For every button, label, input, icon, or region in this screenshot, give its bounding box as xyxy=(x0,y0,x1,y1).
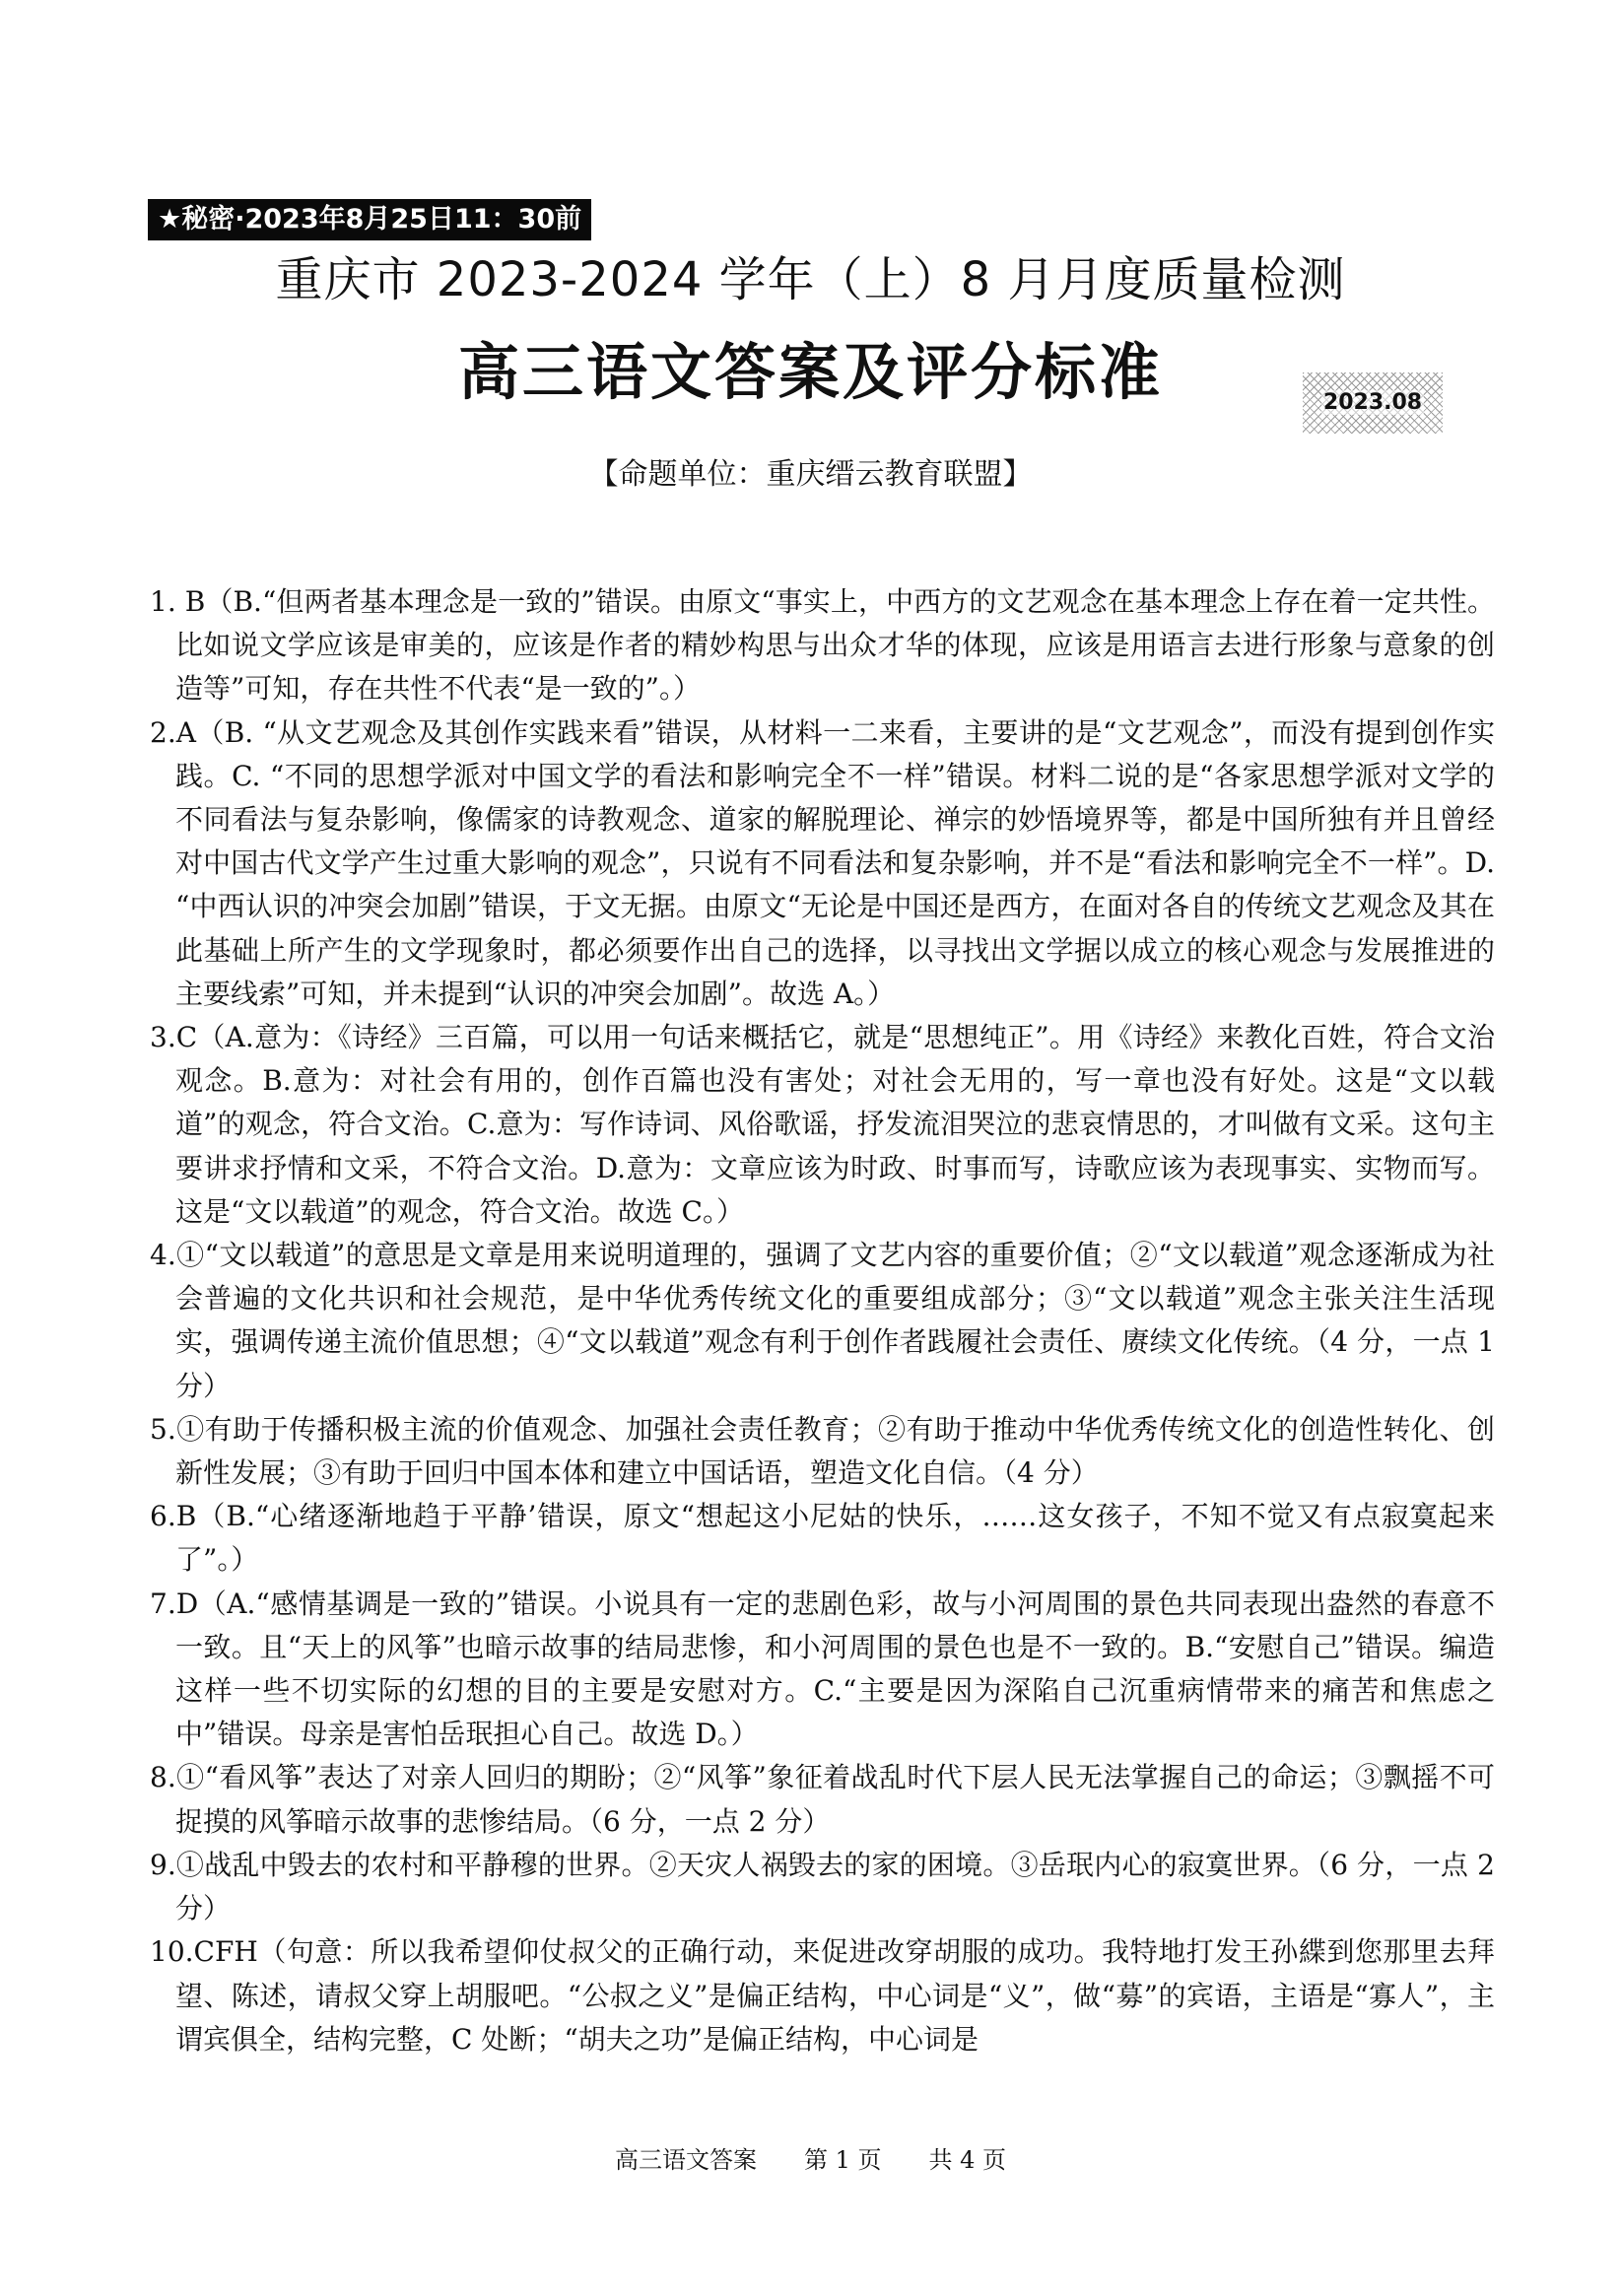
exam-title: 重庆市 2023-2024 学年（上）8 月月度质量检测 xyxy=(275,252,1346,307)
answer-item-8: 8.①“看风筝”表达了对亲人回归的期盼；②“风筝”象征着战乱时代下层人民无法掌握自己的命运；③飘摇不可捉摸的风筝暗示故事的悲惨结局。（6 分，一点 2 分） xyxy=(150,1761,1495,1838)
answer-item-4: 4.①“文以载道”的意思是文章是用来说明道理的，强调了文艺内容的重要价值；②“文以载道”观念逐渐成为社会普遍的文化共识和社会规范，是中华优秀传统文化的重要组成部分；③“文以载道”观念主张关注生活现实，强调传递主流价值思想；④“文以载道”观念有利于创作者践履社会责任、赓续文化传统。（4 分，一点 1 分） xyxy=(150,1239,1495,1402)
answer-item-3: 3.C（A.意为：《诗经》三百篇，可以用一句话来概括它，就是“思想纯正”。用《诗经》来教化百姓，符合文治观念。B.意为：对社会有用的，创作百篇也没有害处；对社会无用的，写一章也没有好处。这是“文以载道”的观念，符合文治。C.意为：写作诗词、风俗歌谣，抒发流泪哭泣的悲哀情思的，才叫做有文采。这句主要讲求抒情和文采，不符合文治。D.意为：文章应该为时政、时事而写，诗歌应该为表现事实、实物而写。这是“文以载道”的观念，符合文治。故选 C。） xyxy=(150,1021,1495,1228)
answer-item-5: 5.①有助于传播积极主流的价值观念、加强社会责任教育；②有助于推动中华优秀传统文化的创造性转化、创新性发展；③有助于回归中国本体和建立中国话语，塑造文化自信。（4 分） xyxy=(150,1412,1495,1490)
date-stamp-text: 2023.08 xyxy=(1322,390,1423,415)
answer-item-1: 1. B（B.“但两者基本理念是一致的”错误。由原文“事实上，中西方的文艺观念在基本理念上存在着一定共性。比如说文学应该是审美的，应该是作者的精妙构思与出众才华的体现，应该是用语言去进行形象与意象的创造等”可知，存在共性不代表“是一致的”。） xyxy=(150,585,1495,706)
issuing-unit: 【命题单位：重庆缙云教育联盟】 xyxy=(588,457,1033,492)
document-title: 高三语文答案及评分标准 xyxy=(457,336,1163,408)
answer-item-9: 9.①战乱中毁去的农村和平静穆的世界。②天灾人祸毁去的家的困境。③岳珉内心的寂寞世界。（6 分，一点 2 分） xyxy=(150,1848,1495,1925)
page-footer: 高三语文答案 第 1 页 共 4 页 xyxy=(614,2146,1007,2174)
answer-list xyxy=(150,580,1495,2061)
date-stamp xyxy=(1303,372,1443,434)
answer-item-2: 2.A（B. “从文艺观念及其创作实践来看”错误，从材料一二来看，主要讲的是“文艺观念”，而没有提到创作实践。C. “不同的思想学派对中国文学的看法和影响完全不一样”错误。材料二说的是“各家思想学派对文学的不同看法与复杂影响，像儒家的诗教观念、道家的解脱理论、禅宗的妙悟境界等，都是中国所独有并且曾经对中国古代文学产生过重大影响的观念”，只说有不同看法和复杂影响，并不是“看法和影响完全不一样”。D. “中西认识的冲突会加剧”错误，于文无据。由原文“无论是中国还是西方，在面对各自的传统文艺观念及其在此基础上所产生的文学现象时，都必须要作出自己的选择，以寻找出文学据以成立的核心观念与发展推进的主要线索”可知，并未提到“认识的冲突会加剧”。故选 A。） xyxy=(150,715,1495,1010)
answer-item-7: 7.D（A.“感情基调是一致的”错误。小说具有一定的悲剧色彩，故与小河周围的景色共同表现出盎然的春意不一致。且“天上的风筝”也暗示故事的结局悲惨，和小河周围的景色也是不一致的。B.“安慰自己”错误。编造这样一些不切实际的幻想的目的主要是安慰对方。C.“主要是因为深陷自己沉重病情带来的痛苦和焦虑之中”错误。母亲是害怕岳珉担心自己。故选 D。） xyxy=(150,1587,1495,1751)
answer-item-10: 10.CFH（句意：所以我希望仰仗叔父的正确行动，来促进改穿胡服的成功。我特地打发王孙緤到您那里去拜望、陈述，请叔父穿上胡服吧。“公叔之义”是偏正结构，中心词是“义”，做“募”的宾语，主语是“寡人”，主谓宾俱全，结构完整，C 处断；“胡夫之功”是偏正结构，中心词是 xyxy=(150,1935,1495,2056)
answer-item-6: 6.B（B.“心绪逐渐地趋于平静’错误，原文“想起这小尼姑的快乐，……这女孩子，不知不觉又有点寂寞起来了”。） xyxy=(150,1500,1495,1577)
confidential-tag: ★秘密·2023年8月25日11：30前 xyxy=(148,199,591,240)
